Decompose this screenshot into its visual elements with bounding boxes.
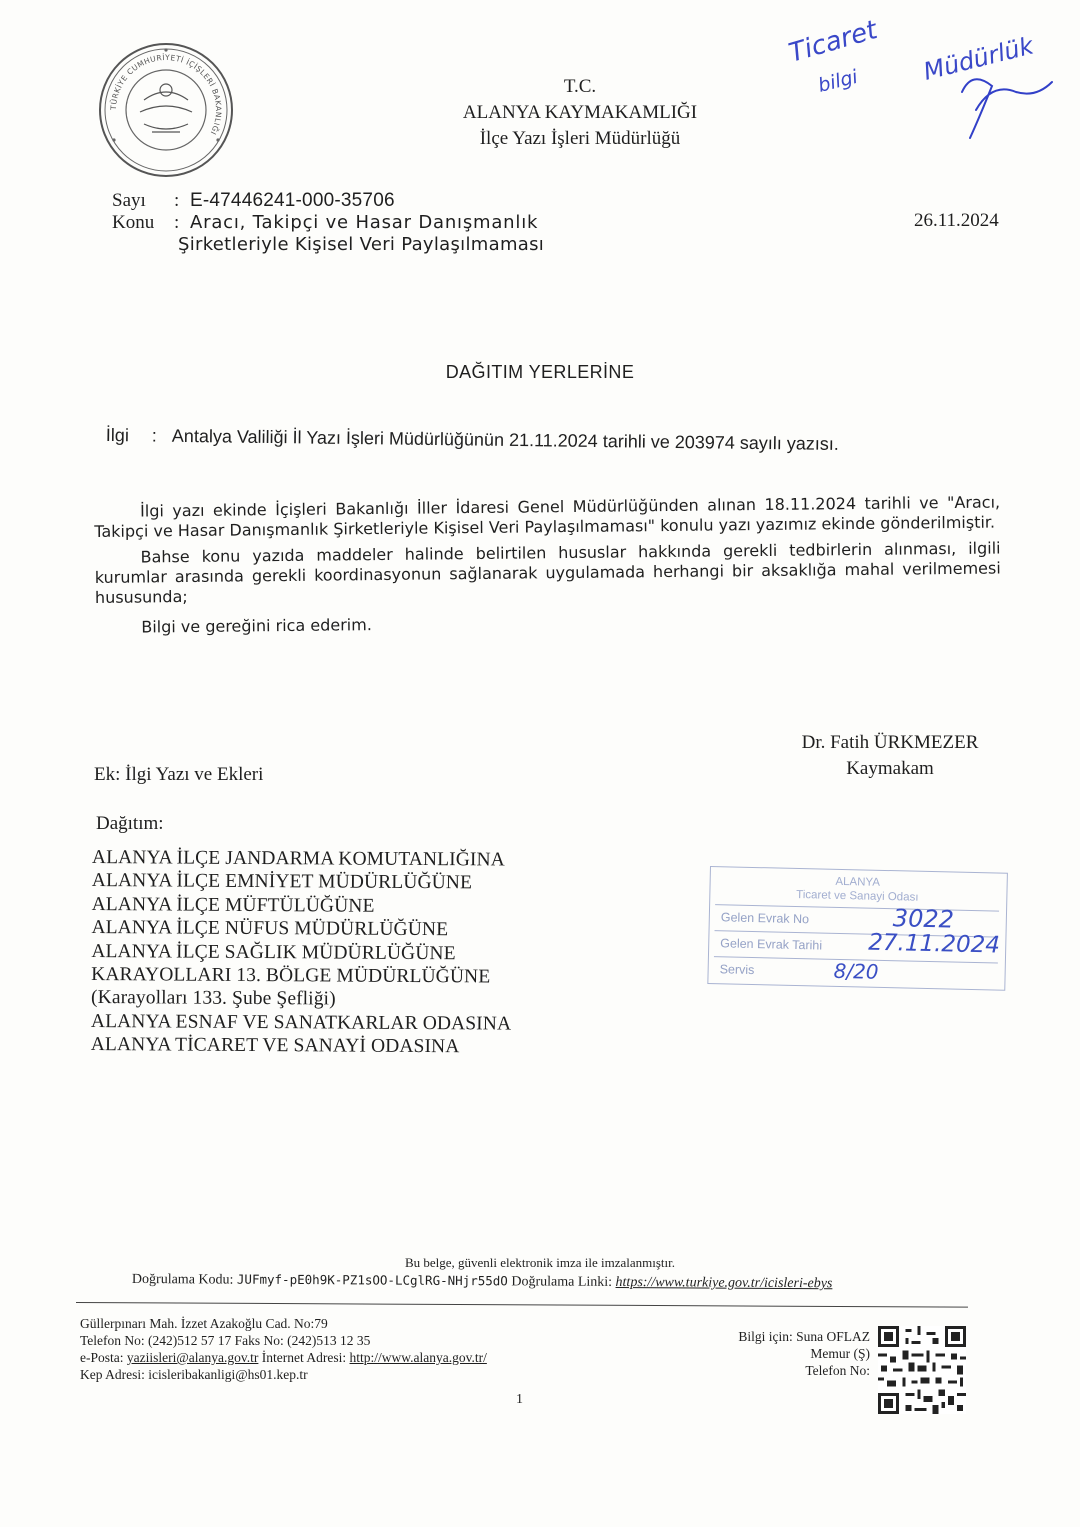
sayi-separator: :: [174, 190, 180, 211]
ilgi-separator: :: [151, 425, 158, 446]
distribution-label: Dağıtım:: [96, 813, 164, 834]
document-header: [380, 74, 780, 152]
ilgi-line: [106, 425, 839, 455]
konu-label: Konu: [112, 212, 155, 233]
konu-separator: :: [174, 212, 180, 233]
footer-kep: Kep Adresi: icisleribakanligi@hs01.kep.tr: [80, 1367, 308, 1382]
handwritten-note-bilgi: bilgi: [815, 65, 860, 97]
footer-phone: Telefon No: (242)512 57 17 Faks No: (242)513 12 35: [80, 1333, 371, 1348]
verification-line: [132, 1271, 833, 1292]
stamp-org-line1: ALANYA: [835, 875, 881, 889]
document-date: 26.11.2024: [914, 210, 999, 231]
distribution-item: ALANYA İLÇE JANDARMA KOMUTANLIĞINA: [91, 847, 505, 871]
stamp-evrak-no-value: 3022: [892, 904, 955, 934]
distribution-list: [91, 846, 513, 1059]
footer-info-contact: Bilgi için: Suna OFLAZ: [738, 1329, 870, 1344]
qr-code-icon: [878, 1326, 966, 1414]
distribution-item: (Karayolları 133. Şube Şefliği): [91, 987, 336, 1010]
body-paragraph-1: İlgi yazı ekinde İçişleri Bakanlığı İller İdaresi Genel Müdürlüğünden alınan 18.11.2024 tarihli ve "Aracı, Takipçi ve Hasar Danışmanlık Şirketleriyle Kişisel Veri Paylaşılmaması" konulu yazı yazımız ekinde gönderilmiştir.: [94, 492, 1001, 541]
document-body: [94, 493, 1001, 638]
handwritten-annotation: [780, 10, 1070, 150]
e-signature-notice: Bu belge, güvenli elektronik imza ile imzalanmıştır.: [404, 1255, 676, 1270]
attachment-line: Ek: İlgi Yazı ve Ekleri: [94, 764, 264, 785]
footer-info: [722, 1328, 870, 1379]
document-meta: [112, 190, 544, 256]
sayi-value: E-47446241-000-35706: [190, 190, 395, 211]
handwritten-note-mudurluk: Müdürlük: [920, 31, 1037, 86]
verification-link[interactable]: https://www.turkiye.gov.tr/icisleri-ebys: [615, 1274, 833, 1292]
stamp-evrak-tarihi-value: 27.11.2024: [868, 929, 1001, 959]
distribution-item: ALANYA TİCARET VE SANAYİ ODASINA: [90, 1034, 460, 1058]
header-institution: ALANYA KAYMAKAMLIĞI: [462, 102, 698, 123]
footer-address: Güllerpınarı Mah. İzzet Azakoğlu Cad. No:79: [80, 1316, 328, 1331]
footer-web-label: İnternet Adresi:: [261, 1350, 347, 1365]
stamp-servis-value: 8/20: [833, 958, 879, 984]
sayi-label: Sayı: [112, 190, 146, 211]
verification-code-label: Doğrulama Kodu:: [131, 1272, 234, 1288]
footer-contact: [80, 1315, 487, 1383]
konu-value-line2: Şirketleriyle Kişisel Veri Paylaşılmaması: [178, 234, 545, 255]
seal-text: TÜRKİYE CUMHURİYETİ İÇİŞLERİ BAKANLIĞI: [108, 52, 224, 137]
distribution-item: KARAYOLLARI 13. BÖLGE MÜDÜRLÜĞÜNE: [91, 964, 491, 988]
signer-block: [790, 730, 990, 782]
body-paragraph-3: Bilgi ve gereğini rica ederim.: [141, 615, 372, 637]
ilgi-text: Antalya Valiliği İl Yazı İşleri Müdürlüğünün 21.11.2024 tarihli ve 203974 sayılı yazısı.: [171, 425, 839, 454]
verification-link-label: Doğrulama Linki:: [511, 1274, 613, 1290]
footer-info-role: Memur (Ş): [810, 1346, 870, 1361]
svg-text:TÜRKİYE CUMHURİYETİ İÇİŞLERİ B: [109, 53, 223, 136]
header-tc: T.C.: [563, 76, 597, 97]
footer-email[interactable]: yaziisleri@alanya.gov.tr: [126, 1350, 259, 1365]
footer-email-label: e-Posta:: [80, 1350, 124, 1365]
page-number: 1: [516, 1392, 523, 1407]
distribution-item: ALANYA İLÇE EMNİYET MÜDÜRLÜĞÜNE: [91, 870, 473, 894]
footer-info-phone: Telefon No:: [805, 1363, 870, 1378]
ministry-seal-icon: [96, 40, 236, 180]
footer-web[interactable]: http://www.alanya.gov.tr/: [349, 1350, 487, 1365]
header-department: İlçe Yazı İşleri Müdürlüğü: [479, 128, 681, 149]
stamp-servis-label: Servis: [719, 962, 755, 978]
distribution-item: ALANYA ESNAF VE SANATKARLAR ODASINA: [90, 1010, 512, 1035]
distribution-item: ALANYA İLÇE MÜFTÜLÜĞÜNE: [91, 893, 375, 917]
verification-code: JUFmyf-pE0h9K-PZ1sOO-LCglRG-NHjr55dO: [236, 1271, 508, 1289]
stamp-evrak-no-label: Gelen Evrak No: [720, 910, 810, 927]
handwritten-note-ticaret: Ticaret: [785, 15, 881, 69]
distribution-item: ALANYA İLÇE NÜFUS MÜDÜRLÜĞÜNE: [91, 917, 449, 941]
stamp-org-line2: Ticaret ve Sanayi Odası: [796, 888, 919, 904]
incoming-document-stamp: [707, 866, 1008, 993]
ilgi-label: İlgi: [105, 425, 130, 446]
footer-divider: [76, 1302, 968, 1308]
signer-name: Dr. Fatih ÜRKMEZER: [801, 732, 979, 753]
body-paragraph-2: Bahse konu yazıda maddeler halinde belirtilen hususlar hakkında gerekli tedbirlerin alınması, ilgili kurumlar arasında gerekli koordinasyonun sağlanarak uygulamada herhangi bir aksaklığa mahal verilmemesi hususunda;: [94, 538, 1001, 607]
konu-value-line1: Aracı, Takipçi ve Hasar Danışmanlık: [190, 212, 539, 233]
distribution-title: DAĞITIM YERLERİNE: [445, 362, 635, 382]
stamp-evrak-tarihi-label: Gelen Evrak Tarihi: [720, 936, 823, 953]
distribution-item: ALANYA İLÇE SAĞLIK MÜDÜRLÜĞÜNE: [91, 940, 456, 964]
signer-title: Kaymakam: [846, 758, 934, 779]
